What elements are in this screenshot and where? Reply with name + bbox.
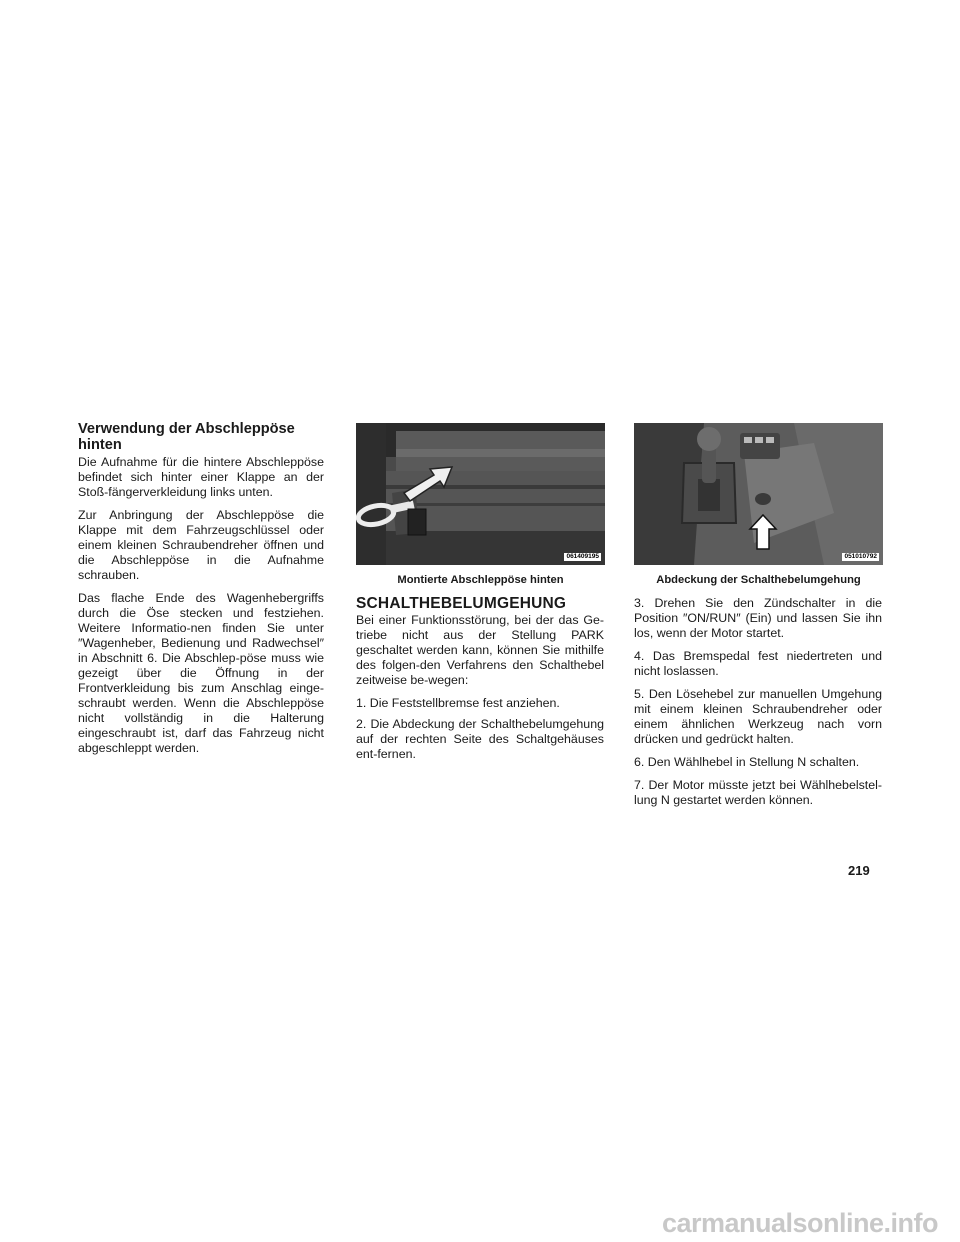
figure-caption: Montierte Abschleppöse hinten [397,574,564,586]
step-item: 2. Die Abdeckung der Schalthebelumgehung auf der rechten Seite des Schaltgehäuses ent-fernen. [356,717,604,761]
step-item: 1. Die Feststellbremse fest anziehen. [356,696,560,710]
page-number: 219 [848,863,870,878]
figure-code: 051010792 [844,553,877,560]
section-tow-hook [78,421,324,764]
watermark: carmanualsonline.info [661,1207,938,1238]
figure-shift-bypass-cover [634,423,883,565]
section-shift-bypass-continued [634,596,882,816]
step-item: 6. Den Wählhebel in Stellung N schalten. [634,755,860,769]
figure-code: 061409195 [566,553,599,560]
section-shift-bypass [356,596,604,770]
section-heading-shift-bypass: SCHALTHEBELUMGEHUNG [356,595,567,612]
paragraph: Bei einer Funktionsstörung, bei der das Ge-triebe nicht aus der Stellung PARK geschaltet werden kann, können Sie mithilfe des folgen-den Verfahrens den Schalthebel zeitweise be-wegen: [356,613,604,687]
step-item: 7. Der Motor müsste jetzt bei Wählhebelstel-lung N gestartet werden können. [634,778,882,807]
step-item: 4. Das Bremspedal fest niedertreten und nicht loslassen. [634,649,882,678]
paragraph: Die Aufnahme für die hintere Abschleppöse befindet sich hinter einer Klappe an der Stoß-fängerverkleidung links unten. [78,455,324,499]
step-item: 5. Den Lösehebel zur manuellen Umgehung mit einem kleinen Schraubendreher oder einem ähnlichen Werkzeug nach vorn drücken und gedrückt halten. [634,687,882,746]
section-heading-tow-hook: Verwendung der Abschleppöse hinten [78,421,295,453]
shift-console-illustration [634,423,883,565]
step-item: 3. Drehen Sie den Zündschalter in die Position ″ON/RUN″ (Ein) und lassen Sie ihn los, wenn der Motor startet. [634,596,882,640]
figure-rear-tow-hook [356,423,605,565]
tow-hook-illustration [356,423,605,565]
paragraph: Zur Anbringung der Abschleppöse die Klappe mit dem Fahrzeugschlüssel oder einem kleinen Schraubendreher öffnen und die Abschleppöse in die Aufnahme schrauben. [78,508,324,582]
figure-caption: Abdeckung der Schalthebelumgehung [656,574,861,586]
paragraph: Das flache Ende des Wagenhebergriffs durch die Öse stecken und festziehen. Weitere Informatio-nen finden Sie unter ″Wagenheber, Bedienung und Radwechsel″ in Abschnitt 6. Die Abschlep-pöse muss wie gezeigt über die Öffnung in der Frontverkleidung bis zum Anschlag einge-schraubt werden. Wenn die Abschleppöse nicht vollständig in die Halterung eingeschraubt ist, darf das Fahrzeug nicht abgeschleppt werden. [78,591,324,755]
